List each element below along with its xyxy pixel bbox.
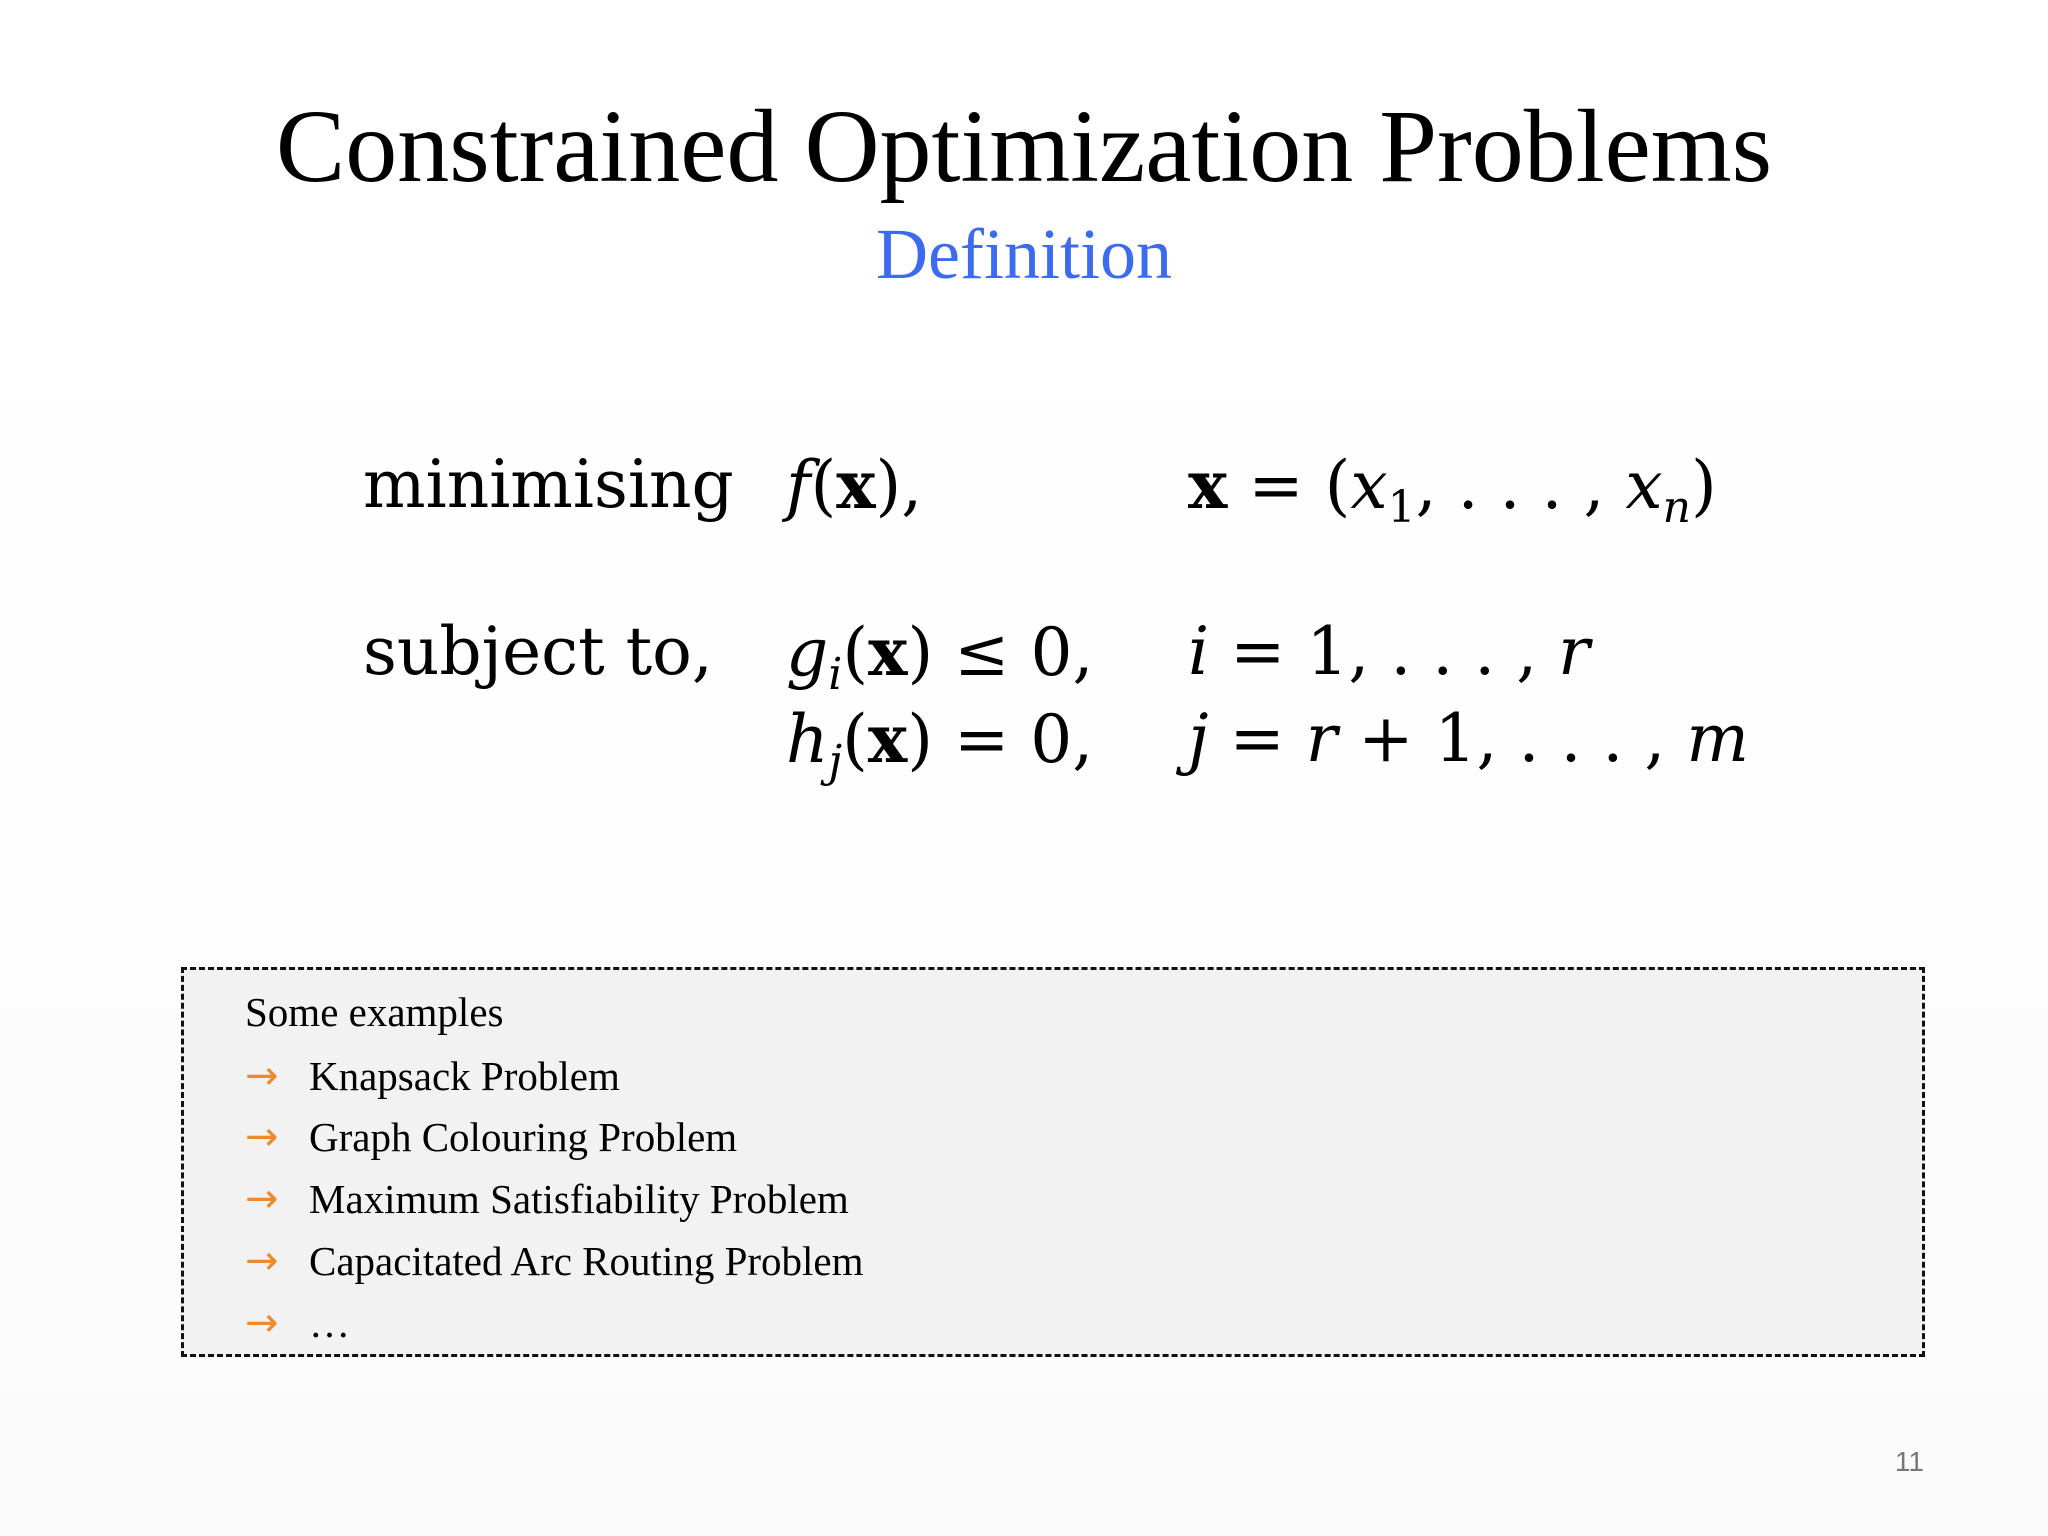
equality-index-range [1188,700,1749,777]
constraints-label: subject to, [363,613,713,690]
vector-x: x [1188,446,1228,524]
slide-title: Constrained Optimization Problems [275,89,1773,204]
example-item-more [245,1298,350,1348]
right-arrow-icon: → [245,1176,279,1222]
objective-x: x [836,446,876,524]
inequality-close-paren: ) [907,614,934,691]
example-text: Capacitated Arc Routing Problem [309,1238,864,1284]
right-arrow-icon: → [245,1300,279,1346]
inequality-range: = 1, . . . , [1209,613,1559,690]
equality-r: r [1305,700,1338,777]
inequality-relation: ≤ 0, [933,614,1094,691]
equality-open-paren: ( [842,701,868,778]
equality-range-equals: = [1208,700,1306,777]
page-number: 11 [1894,1446,1924,1477]
examples-box [181,967,1925,1357]
example-item-graph-colouring [245,1112,737,1162]
inequality-constraint [786,613,1094,700]
example-text: Maximum Satisfiability Problem [309,1176,849,1222]
vector-x1: x [1350,447,1388,524]
inequality-r: r [1558,613,1590,690]
right-arrow-icon: → [245,1238,279,1284]
example-item-max-sat [245,1174,849,1224]
objective-function [786,446,923,524]
vector-x1-subscript: 1 [1387,482,1416,533]
example-text: … [309,1300,350,1346]
inequality-open-paren: ( [842,614,869,691]
equality-close-paren: ) [907,701,934,778]
equality-relation: = 0, [933,701,1094,778]
objective-f: f [786,447,811,524]
inequality-g: g [786,614,829,691]
example-item-knapsack [245,1051,620,1101]
variable-vector [1188,446,1717,533]
inequality-x: x [868,613,908,691]
equality-h: h [786,701,829,778]
equality-m: m [1686,700,1749,777]
inequality-index-range [1188,613,1590,690]
right-arrow-icon: → [245,1053,279,1099]
objective-close-paren: ), [875,447,923,524]
equality-range-rest: + 1, . . . , [1337,700,1687,777]
vector-xn-subscript: n [1662,482,1691,533]
objective-open-paren: ( [810,447,837,524]
examples-heading: Some examples [245,989,504,1035]
equality-constraint [786,700,1094,787]
vector-ellipsis: , . . . , [1415,447,1626,524]
right-arrow-icon: → [245,1114,279,1160]
vector-close-paren: ) [1690,447,1717,524]
example-item-carp [245,1236,864,1286]
slide-subtitle: Definition [876,214,1172,294]
inequality-index: i [1188,613,1210,690]
equality-x: x [867,700,908,778]
vector-equals: = ( [1227,447,1351,524]
equality-index: j [1188,700,1209,777]
vector-xn: x [1625,447,1663,524]
example-text: Graph Colouring Problem [309,1114,738,1160]
objective-label: minimising [363,446,734,523]
example-text: Knapsack Problem [309,1053,620,1099]
inequality-g-subscript: i [828,649,843,700]
equality-h-subscript: j [828,736,843,787]
